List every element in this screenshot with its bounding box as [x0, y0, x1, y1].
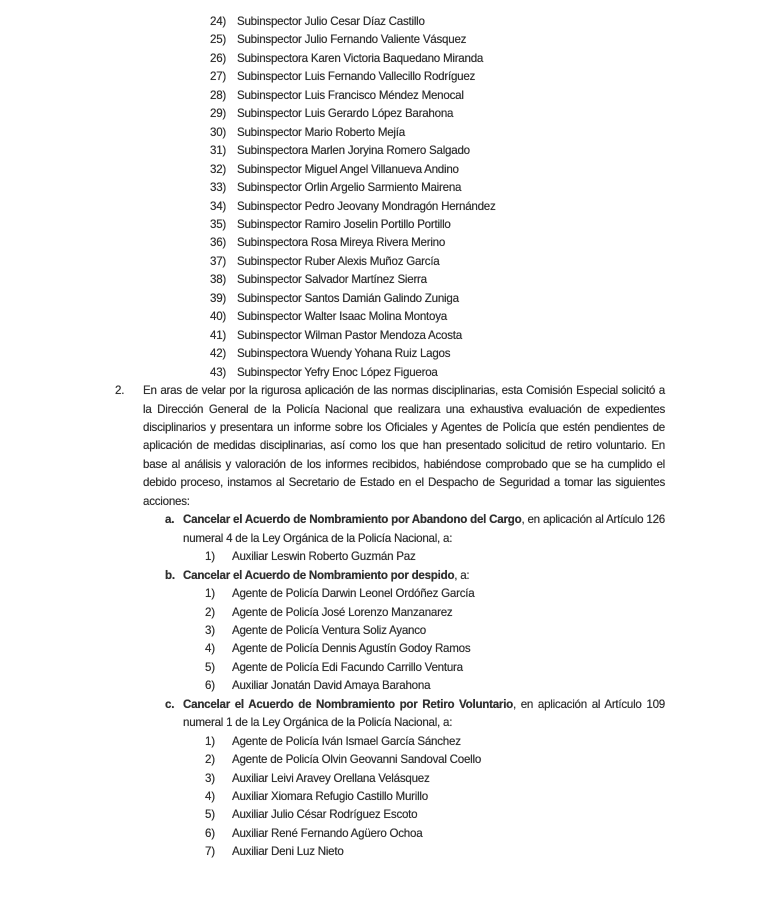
subinspector-roster-list [210, 13, 765, 382]
roster-item-number: 25) [210, 33, 227, 47]
people-item-number: 4) [205, 642, 215, 656]
roster-item [210, 87, 765, 105]
section-2-paragraph: En aras de velar por la rigurosa aplicación de las normas disciplinarias, esta Comisión Especial solicitó a la Dirección General de la Policía Nacional que realizara una exhaustiva evaluación de expedientes disciplinarios y presentara un informe sobre los Oficiales y Agentes de Policía que estén pendientes de aplicación de medidas disciplinarias, así como los que han presentado solicitud de retiro voluntario. En base al análisis y valoración de los informes recibidos, habiéndose comprobado que se ha cumplido el debido proceso, instamos al Secretario de Estado en el Despacho de Seguridad a tomar las siguientes acciones: [143, 384, 665, 508]
roster-item-number: 31) [210, 144, 227, 158]
people-item-number: 5) [205, 660, 215, 674]
roster-person-name: Subinspector Miguel Angel Villanueva Andino [237, 162, 459, 176]
roster-person-name: Subinspector Julio Cesar Díaz Castillo [237, 15, 425, 28]
roster-item [210, 179, 765, 197]
people-list-item [205, 604, 665, 622]
people-person-name: Auxiliar René Fernando Agüero Ochoa [232, 826, 423, 840]
roster-item [210, 271, 765, 289]
people-list-item [205, 733, 665, 751]
action-item-a [165, 511, 665, 566]
roster-item-number: 36) [210, 236, 227, 250]
roster-person-name: Subinspector Julio Fernando Valiente Vásquez [237, 33, 467, 47]
people-list-item [205, 677, 665, 695]
people-item-number: 2) [205, 753, 215, 767]
roster-item [210, 198, 765, 216]
roster-item [210, 124, 765, 142]
roster-item-number: 30) [210, 125, 227, 139]
people-item-number: 1) [205, 550, 215, 564]
roster-item [210, 105, 765, 123]
roster-person-name: Subinspector Mario Roberto Mejía [237, 125, 405, 139]
people-person-name: Agente de Policía Dennis Agustín Godoy Ramos [232, 642, 471, 656]
roster-item-number: 35) [210, 217, 227, 231]
people-list-item [205, 751, 665, 769]
action-b-text [183, 567, 665, 585]
roster-item-number: 29) [210, 107, 227, 121]
roster-person-name: Subinspector Pedro Jeovany Mondragón Hernández [237, 199, 496, 213]
roster-person-name: Subinspector Luis Gerardo López Barahona [237, 107, 454, 121]
people-person-name: Agente de Policía Olvin Geovanni Sandoval Coello [232, 753, 482, 767]
roster-item [210, 327, 765, 345]
roster-item-number: 40) [210, 310, 227, 324]
people-item-number: 6) [205, 826, 215, 840]
action-b-detail: , a: [454, 568, 470, 582]
people-person-name: Auxiliar Xiomara Refugio Castillo Murillo [232, 790, 428, 804]
people-person-name: Auxiliar Deni Luz Nieto [232, 845, 344, 859]
people-item-number: 2) [205, 605, 215, 619]
roster-item [210, 68, 765, 86]
action-a-detail: , en aplicación al Artículo 126 numeral 4 de la Ley Orgánica de la Policía Nacional, a: [183, 513, 665, 545]
roster-item-number: 41) [210, 328, 227, 342]
people-person-name: Auxiliar Julio César Rodríguez Escoto [232, 808, 418, 822]
roster-item-number: 42) [210, 347, 227, 361]
people-list-item [205, 788, 665, 806]
people-list-item [205, 770, 665, 788]
action-item-b [165, 567, 665, 696]
roster-person-name: Subinspector Walter Isaac Molina Montoya [237, 310, 447, 324]
people-item-number: 5) [205, 808, 215, 822]
people-list-item [205, 825, 665, 843]
people-person-name: Agente de Policía Ventura Soliz Ayanco [232, 623, 426, 637]
people-person-name: Agente de Policía Edi Facundo Carrillo Ventura [232, 660, 463, 674]
action-c-text [183, 696, 665, 733]
people-person-name: Auxiliar Leswin Roberto Guzmán Paz [232, 550, 416, 564]
roster-item [210, 142, 765, 160]
roster-item-number: 37) [210, 254, 227, 268]
people-person-name: Auxiliar Leivi Aravey Orellana Velásquez [232, 771, 430, 785]
roster-item [210, 253, 765, 271]
roster-item [210, 161, 765, 179]
action-b-marker: b. [165, 568, 175, 582]
roster-item-number: 32) [210, 162, 227, 176]
people-person-name: Agente de Policía Iván Ismael García Sánchez [232, 734, 461, 748]
action-a-text [183, 511, 665, 548]
action-c-detail: , en aplicación al Artículo 109 numeral 1 de la Ley Orgánica de la Policía Nacional, a: [183, 697, 665, 730]
people-item-number: 4) [205, 790, 215, 804]
action-c-people-list [205, 733, 665, 862]
roster-item-number: 33) [210, 181, 227, 195]
people-item-number: 7) [205, 845, 215, 859]
roster-person-name: Subinspectora Rosa Mireya Rivera Merino [237, 236, 446, 250]
roster-item-number: 28) [210, 88, 227, 102]
roster-person-name: Subinspectora Wuendy Yohana Ruiz Lagos [237, 347, 451, 361]
action-a-title: Cancelar el Acuerdo de Nombramiento por Abandono del Cargo [183, 513, 522, 527]
roster-item [210, 364, 765, 382]
people-list-item [205, 622, 665, 640]
roster-item [210, 290, 765, 308]
roster-item [210, 50, 765, 68]
people-person-name: Auxiliar Jonatán David Amaya Barahona [232, 679, 431, 693]
roster-person-name: Subinspector Ramiro Joselin Portillo Portillo [237, 217, 451, 231]
people-list-item [205, 659, 665, 677]
people-list-item [205, 548, 665, 566]
roster-item [210, 13, 765, 31]
roster-item-number: 38) [210, 273, 227, 287]
roster-item [210, 234, 765, 252]
roster-person-name: Subinspector Salvador Martínez Sierra [237, 273, 427, 287]
people-item-number: 3) [205, 771, 215, 785]
action-a-people-list [205, 548, 665, 566]
action-b-title: Cancelar el Acuerdo de Nombramiento por despido [183, 568, 455, 582]
people-item-number: 6) [205, 679, 215, 693]
roster-person-name: Subinspector Luis Francisco Méndez Menocal [237, 88, 464, 102]
people-person-name: Agente de Policía Darwin Leonel Ordóñez García [232, 587, 475, 601]
roster-person-name: Subinspector Yefry Enoc López Figueroa [237, 365, 438, 379]
roster-person-name: Subinspectora Karen Victoria Baquedano Miranda [237, 51, 484, 65]
roster-item [210, 345, 765, 363]
people-item-number: 1) [205, 587, 215, 601]
action-c-marker: c. [165, 697, 175, 711]
people-list-item [205, 640, 665, 658]
roster-person-name: Subinspector Orlin Argelio Sarmiento Mairena [237, 181, 462, 195]
roster-item [210, 308, 765, 326]
people-list-item [205, 806, 665, 824]
roster-item-number: 34) [210, 199, 227, 213]
people-item-number: 3) [205, 623, 215, 637]
roster-person-name: Subinspector Luis Fernando Vallecillo Rodríguez [237, 70, 476, 84]
people-person-name: Agente de Policía José Lorenzo Manzanarez [232, 605, 453, 619]
action-item-c [165, 696, 665, 862]
roster-item-number: 27) [210, 70, 227, 84]
roster-person-name: Subinspector Santos Damián Galindo Zuniga [237, 291, 459, 305]
section-2-number: 2. [115, 384, 125, 398]
roster-item [210, 216, 765, 234]
roster-item-number: 24) [210, 15, 227, 28]
roster-person-name: Subinspector Ruber Alexis Muñoz García [237, 254, 440, 268]
action-a-marker: a. [165, 513, 175, 527]
people-list-item [205, 843, 665, 861]
roster-item-number: 43) [210, 365, 227, 379]
action-b-people-list [205, 585, 665, 696]
roster-person-name: Subinspectora Marlen Joryina Romero Salgado [237, 144, 470, 158]
people-item-number: 1) [205, 734, 215, 748]
action-c-title: Cancelar el Acuerdo de Nombramiento por Retiro Voluntario [183, 697, 513, 711]
people-list-item [205, 585, 665, 603]
roster-item [210, 31, 765, 49]
roster-item-number: 39) [210, 291, 227, 305]
roster-item-number: 26) [210, 51, 227, 65]
section-2 [115, 382, 667, 862]
roster-person-name: Subinspector Wilman Pastor Mendoza Acosta [237, 328, 462, 342]
